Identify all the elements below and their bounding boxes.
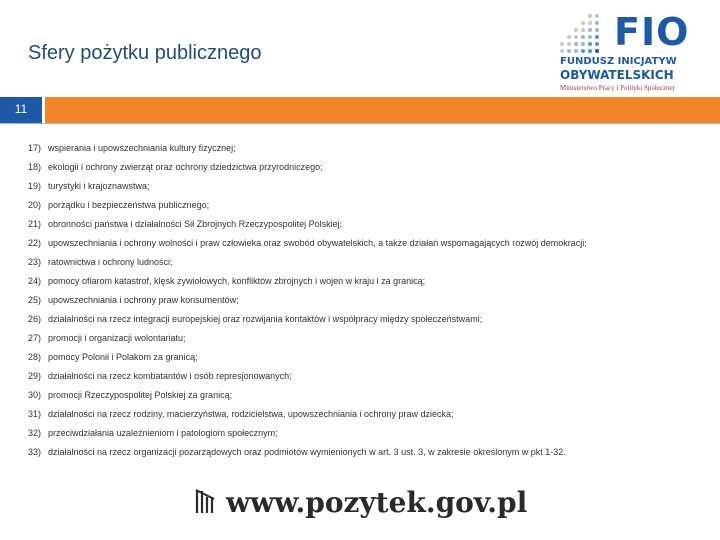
list-item-number: 18) bbox=[28, 161, 42, 172]
list-item-text: promocji i organizacji wolontariatu; bbox=[48, 332, 186, 343]
ministry-name: Ministerstwo Pracy i Polityki Społecznej bbox=[560, 84, 675, 92]
list-item-text: porządku i bezpieczeństwa publicznego; bbox=[48, 199, 210, 210]
list-item-number: 32) bbox=[28, 427, 42, 438]
list-item-number: 28) bbox=[28, 351, 42, 362]
list-item-number: 30) bbox=[28, 389, 42, 400]
footer bbox=[194, 480, 527, 524]
list-item-text: upowszechniania i ochrony wolności i praw człowieka oraz swobód obywatelskich, a także działań wspomagających rozwój demokracji; bbox=[48, 237, 587, 248]
logo-dot bbox=[581, 28, 585, 32]
slide-number-box bbox=[0, 97, 42, 123]
list-item bbox=[28, 195, 708, 214]
list-item bbox=[28, 176, 708, 195]
header-divider bbox=[0, 123, 720, 124]
list-item-number: 26) bbox=[28, 313, 42, 324]
list-item-number: 20) bbox=[28, 199, 42, 210]
logo-dot bbox=[588, 21, 592, 25]
fio-wordmark: FIO bbox=[614, 10, 690, 54]
fund-name-line1: FUNDUSZ INICJATYW bbox=[560, 56, 677, 67]
logo-dot bbox=[581, 49, 585, 53]
list-item-text: ekologii i ochrony zwierząt oraz ochrony dziedzictwa przyrodniczego; bbox=[48, 161, 323, 172]
list-item bbox=[28, 366, 708, 385]
list-item bbox=[28, 252, 708, 271]
logo-dot bbox=[574, 42, 578, 46]
list-item bbox=[28, 328, 708, 347]
logo-dot bbox=[588, 14, 592, 18]
logo-dot bbox=[595, 28, 599, 32]
dots-graphic-icon bbox=[560, 14, 600, 54]
list-item-text: ratownictwa i ochrony ludności; bbox=[48, 256, 173, 267]
list-item-text: działalności na rzecz rodziny, macierzyństwa, rodzicielstwa, upowszechniania i ochrony praw dziecka; bbox=[48, 408, 454, 419]
logo-dot bbox=[595, 21, 599, 25]
list-item-text: promocji Rzeczypospolitej Polskiej za granicą; bbox=[48, 389, 233, 400]
list-item bbox=[28, 290, 708, 309]
logo-dot bbox=[567, 35, 571, 39]
logo-dot bbox=[560, 42, 564, 46]
list-item-number: 22) bbox=[28, 237, 42, 248]
list-item bbox=[28, 233, 708, 252]
list-item-text: pomocy ofiarom katastrof, klęsk żywiołowych, konfliktów zbrojnych i wojen w kraju i za granicą; bbox=[48, 275, 426, 286]
public-benefit-list bbox=[28, 138, 708, 461]
logo-dot bbox=[567, 49, 571, 53]
list-item bbox=[28, 404, 708, 423]
list-item bbox=[28, 423, 708, 442]
list-item-text: upowszechniania i ochrony praw konsumentów; bbox=[48, 294, 239, 305]
list-item-text: przeciwdziałania uzależnieniom i patologiom społecznym; bbox=[48, 427, 278, 438]
logo-dot bbox=[581, 35, 585, 39]
logo-dot bbox=[595, 14, 599, 18]
logo-dot bbox=[595, 49, 599, 53]
list-item bbox=[28, 157, 708, 176]
list-item bbox=[28, 442, 708, 461]
page-title: Sfery pożytku publicznego bbox=[28, 42, 262, 64]
list-item-number: 19) bbox=[28, 180, 42, 191]
list-item-number: 24) bbox=[28, 275, 42, 286]
logo-dot bbox=[588, 49, 592, 53]
list-item-text: wspierania i upowszechniania kultury fizycznej; bbox=[48, 142, 236, 153]
list-item-number: 29) bbox=[28, 370, 42, 381]
website-url[interactable]: www.pozytek.gov.pl bbox=[226, 485, 528, 519]
logo-dot bbox=[574, 35, 578, 39]
list-item-text: działalności na rzecz kombatantów i osób represjonowanych; bbox=[48, 370, 292, 381]
logo-dot bbox=[574, 49, 578, 53]
logo-dot bbox=[595, 42, 599, 46]
list-item bbox=[28, 309, 708, 328]
logo-dot bbox=[581, 42, 585, 46]
slide-number: 11 bbox=[14, 102, 28, 116]
list-item bbox=[28, 271, 708, 290]
list-item-number: 25) bbox=[28, 294, 42, 305]
logo-dot bbox=[581, 21, 585, 25]
logo-dot bbox=[560, 49, 564, 53]
logo-dot bbox=[567, 42, 571, 46]
list-item-number: 17) bbox=[28, 142, 42, 153]
list-item bbox=[28, 214, 708, 233]
list-item-number: 21) bbox=[28, 218, 42, 229]
list-item-text: działalności na rzecz integracji europejskiej oraz rozwijania kontaktów i współpracy między społeczeństwami; bbox=[48, 313, 483, 324]
fund-name-line2: OBYWATELSKICH bbox=[560, 68, 674, 82]
logo-dot bbox=[588, 42, 592, 46]
logo-dot bbox=[574, 28, 578, 32]
list-item-number: 23) bbox=[28, 256, 42, 267]
header-accent-bar bbox=[45, 97, 720, 123]
list-item bbox=[28, 385, 708, 404]
list-item bbox=[28, 138, 708, 157]
logo-dot bbox=[595, 35, 599, 39]
pozytek-logo-icon bbox=[194, 487, 218, 517]
list-item-text: działalności na rzecz organizacji pozarządowych oraz podmiotów wymienionych w art. 3 ust. 3, w zakresie określonym w pkt 1-32. bbox=[48, 446, 566, 457]
list-item-number: 27) bbox=[28, 332, 42, 343]
fio-logo bbox=[556, 6, 706, 98]
list-item-text: pomocy Polonii i Polakom za granicą; bbox=[48, 351, 198, 362]
list-item-number: 31) bbox=[28, 408, 42, 419]
list-item-text: obronności państwa i działalności Sił Zbrojnych Rzeczypospolitej Polskiej; bbox=[48, 218, 343, 229]
list-item-text: turystyki i krajoznawstwa; bbox=[48, 180, 150, 191]
list-item bbox=[28, 347, 708, 366]
logo-dot bbox=[588, 28, 592, 32]
logo-dot bbox=[588, 35, 592, 39]
list-item-number: 33) bbox=[28, 446, 42, 457]
